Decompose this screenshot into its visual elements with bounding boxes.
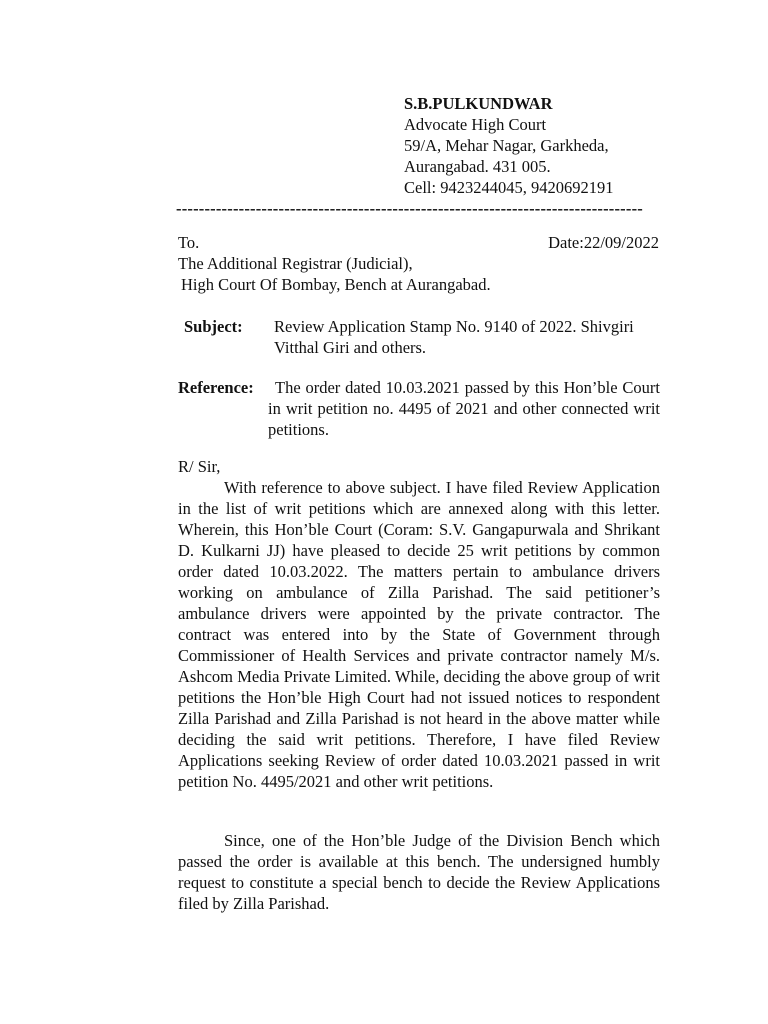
body-paragraph-2: Since, one of the Hon’ble Judge of the Division Bench which passed the order is available at this bench. The undersigned humbly request to constitute a special bench to decide the Review Applications filed by Zilla Parishad.: [178, 831, 660, 913]
salutation: R/ Sir,: [178, 457, 221, 476]
to-label: To.: [178, 233, 200, 252]
subject-block: [184, 316, 660, 358]
addressee-line-2: High Court Of Bombay, Bench at Aurangabad.: [181, 275, 491, 294]
reference-label: Reference:: [178, 378, 254, 397]
advocate-title: Advocate High Court: [404, 115, 547, 134]
addressee-line-1: The Additional Registrar (Judicial),: [178, 254, 413, 273]
reference-block: [178, 377, 660, 440]
cell-numbers: Cell: 9423244045, 9420692191: [404, 178, 614, 197]
separator-line: ----------------------------------------------------------------------------------: [176, 199, 643, 218]
reference-text: The order dated 10.03.2021 passed by this Hon’ble Court in writ petition no. 4495 of 2021 and other connected writ petitions.: [268, 378, 660, 439]
letterhead: [404, 93, 744, 198]
letter-date: Date:22/09/2022: [548, 233, 659, 252]
body-paragraph-1: With reference to above subject. I have filed Review Application in the list of writ petitions which are annexed along with this letter. Wherein, this Hon’ble Court (Coram: S.V. Gangapurwala and Shrikant D. Kulkarni JJ) have pleased to decide 25 writ petitions by common order dated 10.03.2022. The matters pertain to ambulance drivers working on ambulance of Zilla Parishad. The said petitioner’s ambulance drivers were appointed by the private contractor. The contract was entered into by the State of Government through Commissioner of Health Services and private contractor namely M/s. Ashcom Media Private Limited. While, deciding the above group of writ petitions the Hon’ble High Court had not issued notices to respondent Zilla Parishad and Zilla Parishad is not heard in the above matter while deciding the said writ petitions. Therefore, I have filed Review Applications seeking Review of order dated 10.03.2021 passed in writ petition No. 4495/2021 and other writ petitions.: [178, 478, 660, 791]
addressee: [178, 253, 658, 295]
address-line-1: 59/A, Mehar Nagar, Garkheda,: [404, 136, 609, 155]
advocate-name: S.B.PULKUNDWAR: [404, 94, 553, 113]
subject-text: Review Application Stamp No. 9140 of 2022. Shivgiri Vitthal Giri and others.: [274, 317, 634, 357]
address-line-2: Aurangabad. 431 005.: [404, 157, 551, 176]
subject-label: Subject:: [184, 317, 243, 336]
